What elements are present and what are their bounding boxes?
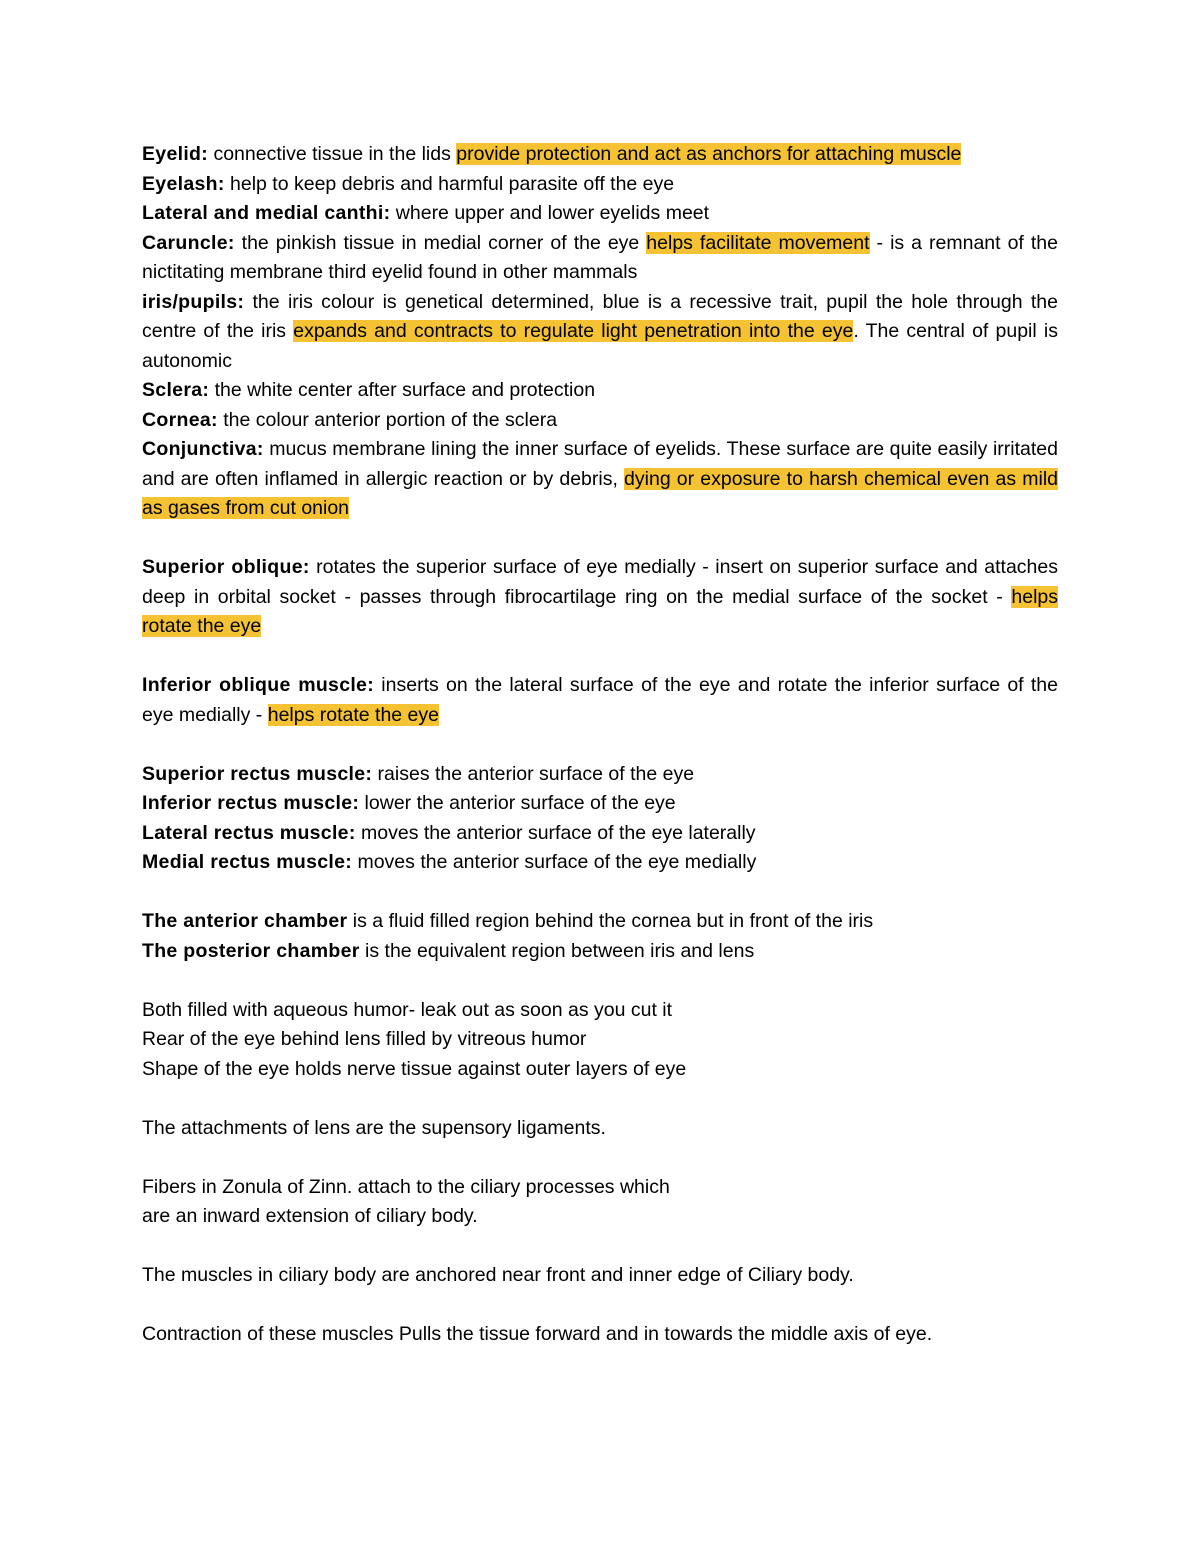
definition-text: the iris colour is genetical determined, blue is a recessive trait, pupil the hole through the centre of the iris	[142, 290, 1058, 342]
spacer	[142, 730, 1058, 760]
term-label: Medial rectus muscle:	[142, 851, 353, 873]
conjunctiva-paragraph	[142, 435, 1058, 524]
highlighted-text: helps rotate the eye	[267, 703, 440, 726]
definition-text: moves the anterior surface of the eye medially	[352, 851, 757, 873]
definition-text: raises the anterior surface of the eye	[372, 762, 695, 785]
definition-text: the pinkish tissue in medial corner of the eye	[234, 231, 647, 254]
term-label: The posterior chamber	[142, 939, 360, 962]
highlighted-text: expands and contracts to regulate light penetration into the eye	[293, 320, 854, 342]
highlighted-text: helps facilitate movement	[646, 231, 870, 254]
eyelid-paragraph	[142, 140, 1058, 170]
iris-paragraph	[142, 288, 1058, 377]
spacer	[142, 1084, 1058, 1114]
document-page	[142, 140, 1058, 1350]
term-label: Lateral rectus muscle:	[142, 821, 356, 844]
term-label: Conjunctiva:	[142, 438, 264, 460]
cornea-paragraph	[142, 406, 1058, 436]
lateral-rectus-paragraph	[142, 819, 1058, 849]
spacer	[142, 966, 1058, 996]
posterior-chamber-paragraph	[142, 937, 1058, 967]
caruncle-paragraph	[142, 229, 1058, 288]
definition-text: is a fluid filled region behind the cornea but in front of the iris	[347, 910, 874, 932]
text-line: Rear of the eye behind lens filled by vitreous humor	[142, 1028, 587, 1050]
definition-text: connective tissue in the lids	[208, 143, 457, 165]
term-label: Superior rectus muscle:	[142, 762, 373, 785]
definition-text: is the equivalent region between iris and lens	[359, 939, 755, 962]
superior-oblique-paragraph	[142, 553, 1058, 642]
term-label: iris/pupils:	[142, 290, 245, 313]
term-label: Inferior oblique muscle:	[142, 674, 374, 696]
text-line: are an inward extension of ciliary body.	[142, 1205, 478, 1227]
term-label: Sclera:	[142, 379, 210, 401]
definition-text: moves the anterior surface of the eye laterally	[355, 821, 756, 844]
sclera-paragraph	[142, 376, 1058, 406]
highlighted-text: dying or exposure to harsh chemical even as mild as gases from cut onion	[142, 467, 1058, 519]
text-line: Both filled with aqueous humor- leak out as soon as you cut it	[142, 998, 673, 1021]
canthi-paragraph	[142, 199, 1058, 229]
definition-text: lower the anterior surface of the eye	[359, 792, 676, 814]
spacer	[142, 524, 1058, 554]
anterior-chamber-paragraph	[142, 907, 1058, 937]
definition-text: mucus membrane lining the inner surface of eyelids. These surface are quite easily irritated and are often inflamed in allergic reaction or by debris,	[142, 438, 1058, 490]
definition-text: help to keep debris and harmful parasite off the eye	[224, 172, 675, 195]
medial-rectus-paragraph	[142, 848, 1058, 878]
spacer	[142, 1232, 1058, 1262]
spacer	[142, 1291, 1058, 1321]
text-line: Shape of the eye holds nerve tissue against outer layers of eye	[142, 1057, 687, 1080]
definition-text: . The central of pupil is autonomic	[142, 320, 1058, 372]
definition-text: rotates the superior surface of eye medially - insert on superior surface and attaches deep in orbital socket - passes through fibrocartilage ring on the medial surface of the socket -	[142, 556, 1058, 608]
text-line: The attachments of lens are the supensory ligaments.	[142, 1116, 606, 1139]
definition-text: - is a remnant of the nictitating membrane third eyelid found in other mammals	[142, 231, 1058, 283]
superior-rectus-paragraph	[142, 760, 1058, 790]
eyelash-paragraph	[142, 170, 1058, 200]
term-label: Cornea:	[142, 408, 218, 431]
term-label: Eyelash:	[142, 172, 225, 195]
definition-text: inserts on the lateral surface of the eye and rotate the inferior surface of the eye medially -	[142, 674, 1058, 726]
definition-text: the colour anterior portion of the sclera	[217, 408, 558, 431]
spacer	[142, 642, 1058, 672]
text-line: Contraction of these muscles Pulls the tissue forward and in towards the middle axis of eye.	[142, 1323, 933, 1345]
term-label: Eyelid:	[142, 143, 209, 165]
spacer	[142, 1143, 1058, 1173]
term-label: Superior oblique:	[142, 556, 310, 578]
term-label: Inferior rectus muscle:	[142, 792, 360, 814]
definition-text: the white center after surface and protection	[209, 379, 596, 401]
spacer	[142, 878, 1058, 908]
highlighted-text: helps rotate the eye	[142, 585, 1058, 637]
term-label: Caruncle:	[142, 231, 235, 254]
text-line: The muscles in ciliary body are anchored near front and inner edge of Ciliary body.	[142, 1264, 854, 1286]
term-label: The anterior chamber	[142, 910, 348, 932]
definition-text: where upper and lower eyelids meet	[390, 202, 710, 224]
text-line: Fibers in Zonula of Zinn. attach to the ciliary processes which	[142, 1175, 670, 1198]
inferior-oblique-paragraph	[142, 671, 1058, 730]
highlighted-text: provide protection and act as anchors for attaching muscle	[456, 143, 962, 165]
term-label: Lateral and medial canthi:	[142, 202, 391, 224]
inferior-rectus-paragraph	[142, 789, 1058, 819]
